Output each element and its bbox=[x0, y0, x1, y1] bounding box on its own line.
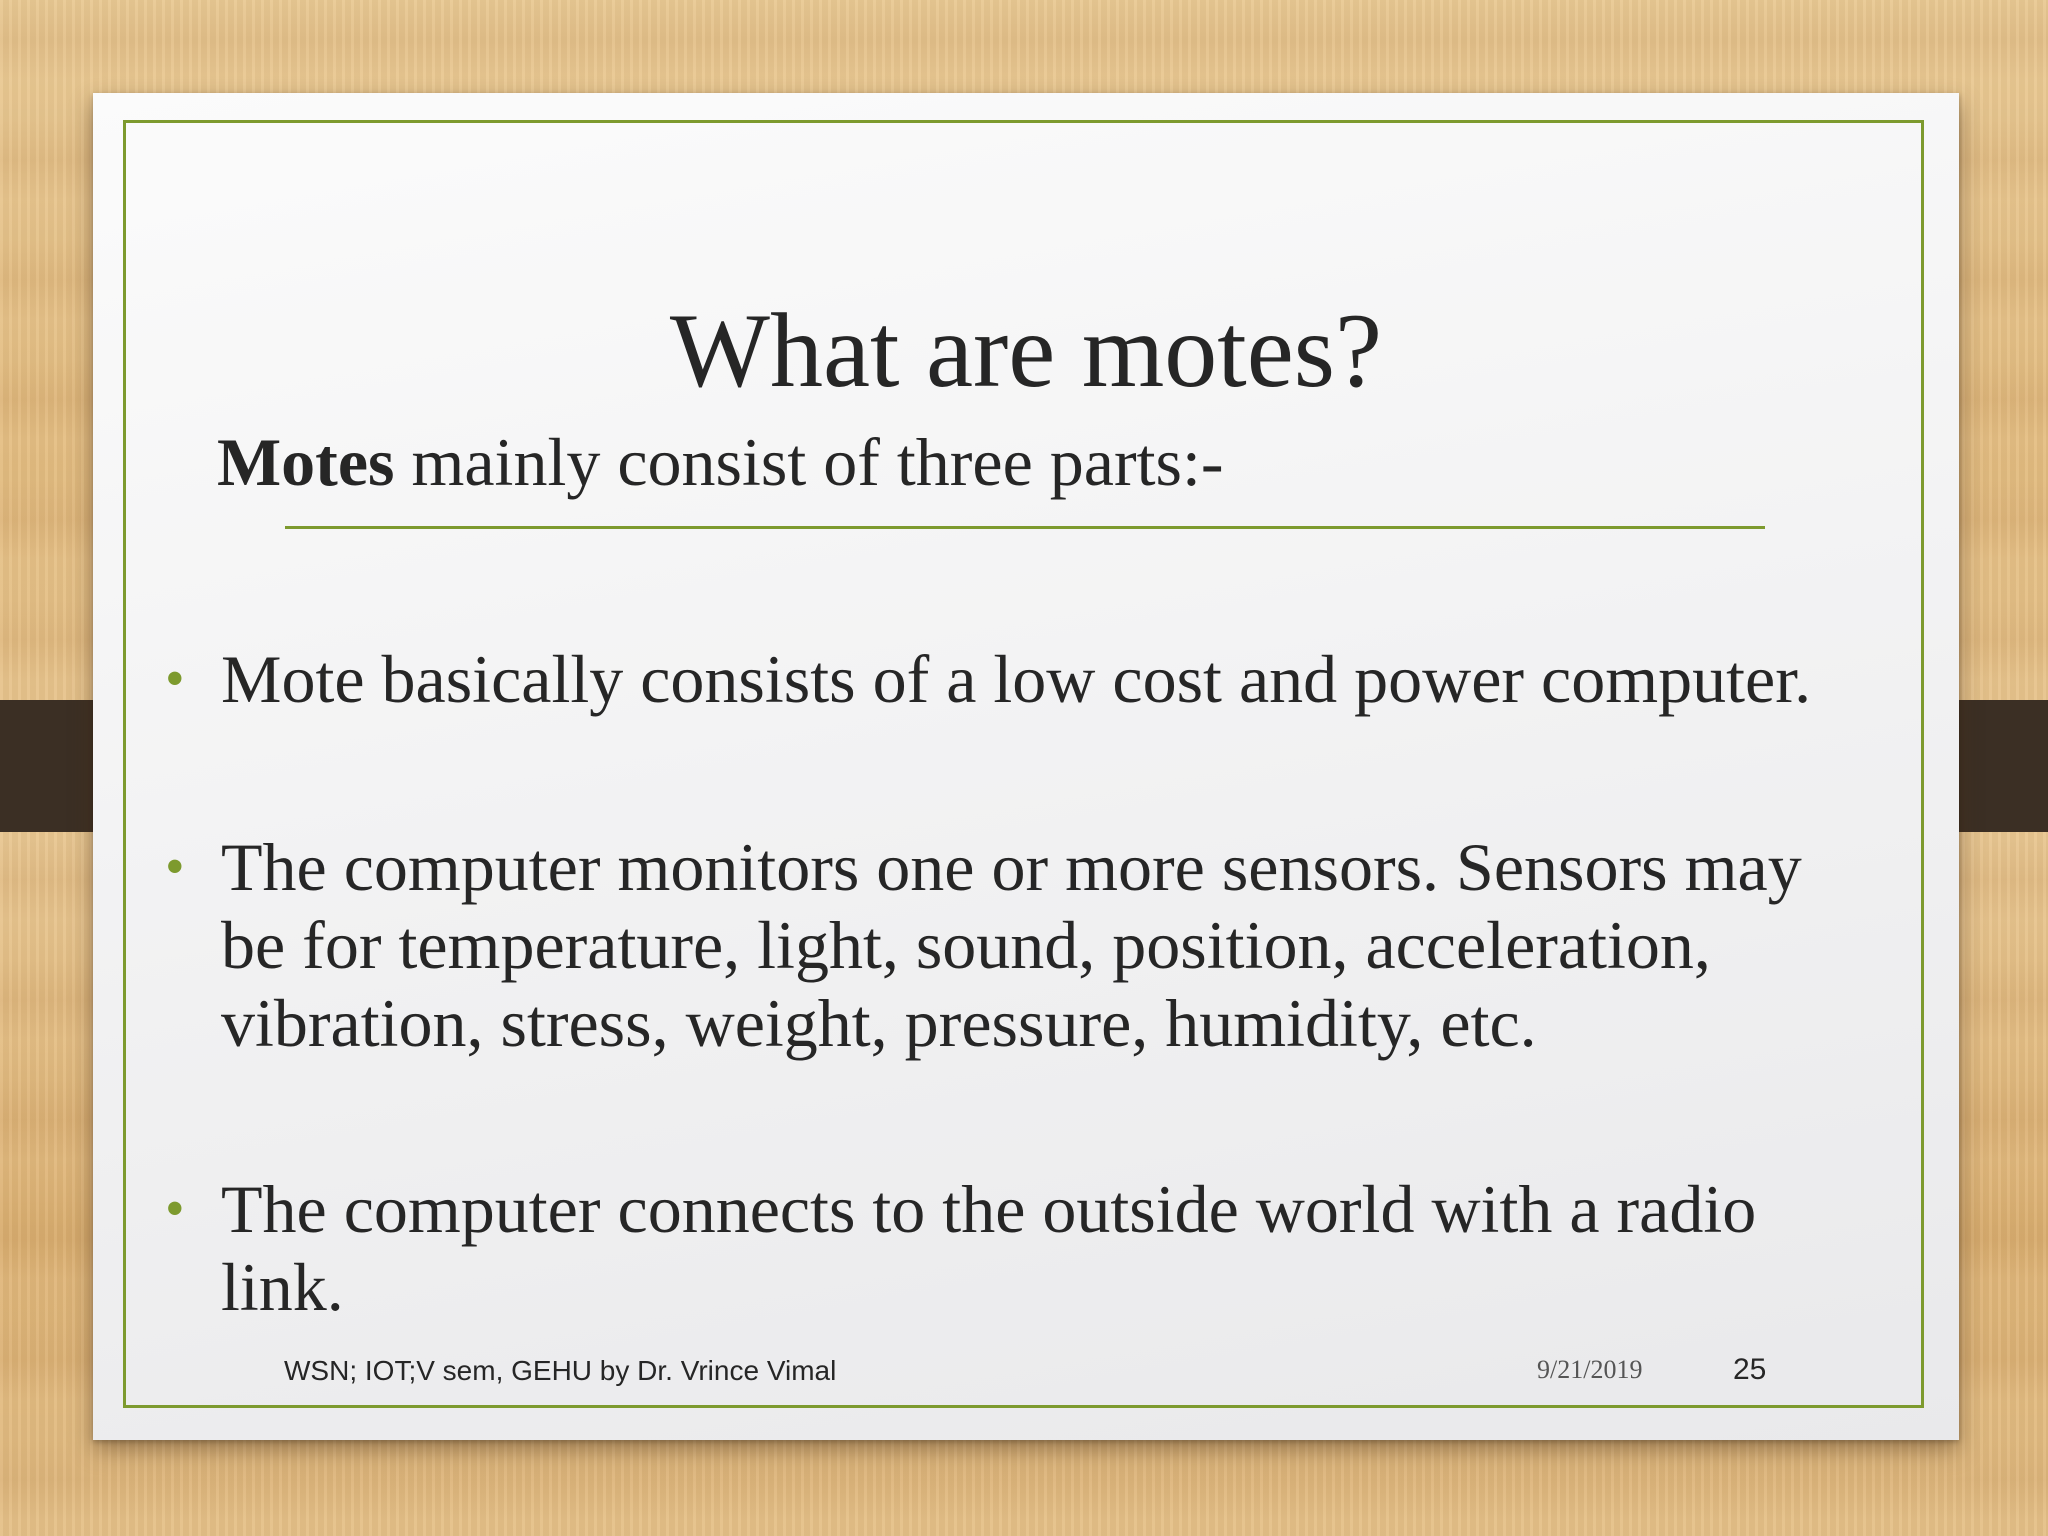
bullet-dot-icon: • bbox=[165, 836, 185, 898]
footer-author: WSN; IOT;V sem, GEHU by Dr. Vrince Vimal bbox=[284, 1355, 837, 1386]
bullet-item bbox=[165, 640, 1861, 718]
bullet-dot-icon: • bbox=[165, 648, 185, 710]
footer-date: 9/21/2019 bbox=[1537, 1355, 1643, 1384]
bullet-item bbox=[165, 1170, 1861, 1326]
slide-number: 25 bbox=[1733, 1353, 1767, 1386]
slide-paper bbox=[93, 93, 1959, 1440]
bullet-dot-icon: • bbox=[165, 1178, 185, 1240]
subtitle-underline bbox=[285, 526, 1765, 529]
bullet-text: Mote basically consists of a low cost and power computer. bbox=[221, 641, 1812, 717]
slide-subtitle bbox=[217, 423, 1224, 501]
bullet-text: The computer connects to the outside world with a radio link. bbox=[221, 1171, 1757, 1325]
slide-title: What are motes? bbox=[669, 292, 1383, 409]
bullet-text: The computer monitors one or more sensors. Sensors may be for temperature, light, sound, position, acceleration, vibration, stress, weight, pressure, humidity, etc. bbox=[221, 829, 1802, 1061]
subtitle-text: mainly consist of three parts:- bbox=[394, 424, 1224, 500]
bullet-item bbox=[165, 828, 1861, 1062]
subtitle-bold-term: Motes bbox=[217, 424, 395, 500]
